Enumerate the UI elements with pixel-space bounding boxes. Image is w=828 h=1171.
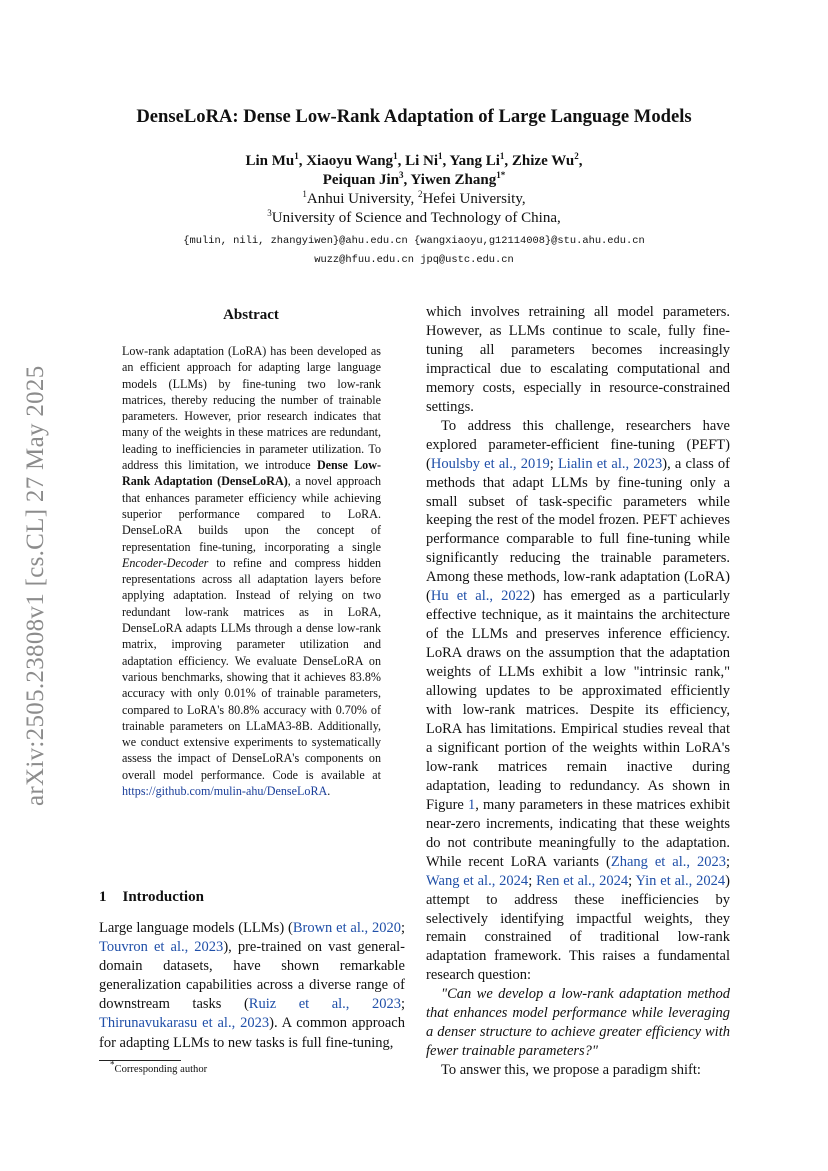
code-link[interactable]: https://github.com/mulin-ahu/DenseLoRA — [122, 784, 328, 799]
citation-link[interactable]: Lialin et al., 2023 — [557, 455, 663, 472]
citation-link[interactable]: Touvron et al., 2023 — [99, 939, 224, 956]
abstract-body: Low-rank adaptation (LoRA) has been developed as an efficient approach for adapting large language models (LLMs) by fine-tuning two low-rank matrices, thereby reducing the number of trainable parameters. However, prior research indicates that many of the weights in these matrices are redundant, leading to inefficiencies in parameter utilization. To address this limitation, we introduce Dense Low-Rank Adaptation (DenseLoRA), a novel approach that enhances parameter efficiency while achieving superior performance compared to LoRA. DenseLoRA builds upon the concept of representation fine-tuning, incorporating a single Encoder-Decoder to refine and compress hidden representations across all adaptation layers before applying adaptation. Instead of relying on two redundant low-rank matrices as in LoRA, DenseLoRA adapts LLMs through a dense low-rank matrix, improving parameter utilization and adaptation efficiency. We evaluate DenseLoRA on various benchmarks, showing that it achieves 83.8% accuracy with only 0.01% of trainable parameters, compared to LoRA's 80.8% accuracy with 0.70% of trainable parameters on LLaMA3-8B. Additionally, we conduct extensive experiments to systematically assess the impact of DenseLoRA's components on overall model performance. Code is available at https://github.com/mulin-ahu/DenseLoRA. — [122, 344, 381, 799]
figure-ref-link[interactable]: 1 — [468, 796, 476, 813]
author-affiliation-mark: 1* — [496, 170, 506, 180]
affiliation-line-2: $^3$University of Science and Technology of China, — [267, 208, 561, 226]
author-name: Peiquan Jin — [322, 172, 400, 188]
right-column — [426, 303, 730, 1080]
author-affiliation-mark: 1 — [393, 151, 398, 161]
citation-link[interactable]: Wang et al., 2024 — [426, 872, 529, 889]
intro-paragraph: Large language models (LLMs) (Brown et al., 2020; Touvron et al., 2023), pre-trained on vast general-domain datasets, have shown remarkable generalization capabilities across a diverse range of downstream tasks (Ruiz et al., 2023; Thirunavukarasu et al., 2023). A common approach for adapting LLMs to new tasks is full fine-tuning, — [99, 920, 405, 1051]
author-name: Yiwen Zhang — [410, 172, 497, 188]
section-heading-introduction: 1 Introduction — [99, 889, 204, 905]
author-name: Yang Li — [449, 153, 500, 169]
email-line-2: wuzz@hfuu.edu.cn jpq@ustc.edu.cn — [314, 254, 514, 266]
affiliation-line-1: $^1$Anhui University, $^2$Hefei University, — [302, 189, 526, 207]
citation-link[interactable]: Houlsby et al., 2019 — [430, 455, 550, 472]
citation-link[interactable]: Thirunavukarasu et al., 2023 — [99, 1015, 270, 1032]
author-affiliation-mark: 2 — [574, 151, 579, 161]
author-affiliation-mark: 1 — [294, 151, 299, 161]
citation-link[interactable]: Zhang et al., 2023 — [610, 853, 726, 870]
abstract-heading: Abstract — [223, 307, 279, 323]
author-name: Zhize Wu — [511, 153, 575, 169]
research-question: "Can we develop a low-rank adaptation method that enhances model performance while leveraging a denser structure to achieve greater efficiency with fewer trainable parameters?" — [426, 986, 730, 1060]
author-affiliation-mark: 1 — [499, 151, 505, 161]
author-affiliation-mark: 3 — [399, 170, 404, 180]
arxiv-stamp: arXiv:2505.23808v1 [cs.CL] 27 May 2025 — [22, 365, 49, 807]
footnote: *Corresponding author — [110, 1059, 208, 1075]
paragraph: To address this challenge, researchers have explored parameter-efficient fine-tuning (PEFT) (Houlsby et al., 2019; Lialin et al., 2023), a class of methods that adapt LLMs by fine-tuning only a small subset of task-specific parameters while keeping the rest of the model frozen. PEFT achieves performance comparable to full fine-tuning while significantly reducing the trainable parameters. Among these methods, low-rank adaptation (LoRA) (Hu et al., 2022) has emerged as a particularly effective technique, as it maintains the architecture of the LLMs and preserves inference efficiency. LoRA draws on the assumption that the adaptation weights of LLMs exhibit a low "intrinsic rank," allowing updates to be approximated efficiently with low-rank matrices. Despite its efficiency, LoRA has limitations. Empirical studies reveal that a significant portion of the weights within LoRA's low-rank matrices remain inactive during adaptation, leading to redundancy. As shown in Figure 1, many parameters in these matrices exhibit near-zero increments, indicating that these weights do not contribute meaningfully to the adaptation. While recent LoRA variants (Zhang et al., 2023; Wang et al., 2024; Ren et al., 2024; Yin et al., 2024) attempt to address these inefficiencies by selectively identifying impactful weights, they remain constrained of traditional low-rank adaptation framework. This raises a fundamental research question: — [426, 417, 730, 984]
paragraph: To answer this, we propose a paradigm shift: — [441, 1062, 701, 1079]
citation-link[interactable]: Brown et al., 2020 — [292, 920, 401, 936]
paper-title: DenseLoRA: Dense Low-Rank Adaptation of Large Language Models — [136, 106, 692, 127]
citation-link[interactable]: Ren et al., 2024 — [536, 872, 629, 889]
author-line-1: Lin Mu$^1$, Xiaoyu Wang$^1$, Li Ni$^1$, Yang Li$^1$, Zhize Wu$^2$, — [245, 151, 583, 169]
author-name: Xiaoyu Wang — [306, 153, 394, 169]
citation-link[interactable]: Hu et al., 2022 — [430, 588, 531, 605]
paragraph: which involves retraining all model parameters. However, as LLMs continue to scale, fully fine-tuning all parameters becomes increasingly impractical due to escalating computational and memory costs, especially in resource-constrained settings. — [426, 304, 730, 415]
author-name: Li Ni — [405, 153, 438, 169]
email-line-1: {mulin, nili, zhangyiwen}@ahu.edu.cn {wangxiaoyu,g12114008}@stu.ahu.edu.cn — [183, 235, 645, 247]
citation-link[interactable]: Ruiz et al., 2023 — [248, 996, 401, 1013]
citation-link[interactable]: Yin et al., 2024 — [635, 872, 726, 889]
author-affiliation-mark: 1 — [438, 151, 443, 161]
author-line-2: Peiquan Jin$^3$, Yiwen Zhang$^{1*}$ — [322, 170, 506, 188]
author-name: Lin Mu — [245, 153, 295, 169]
